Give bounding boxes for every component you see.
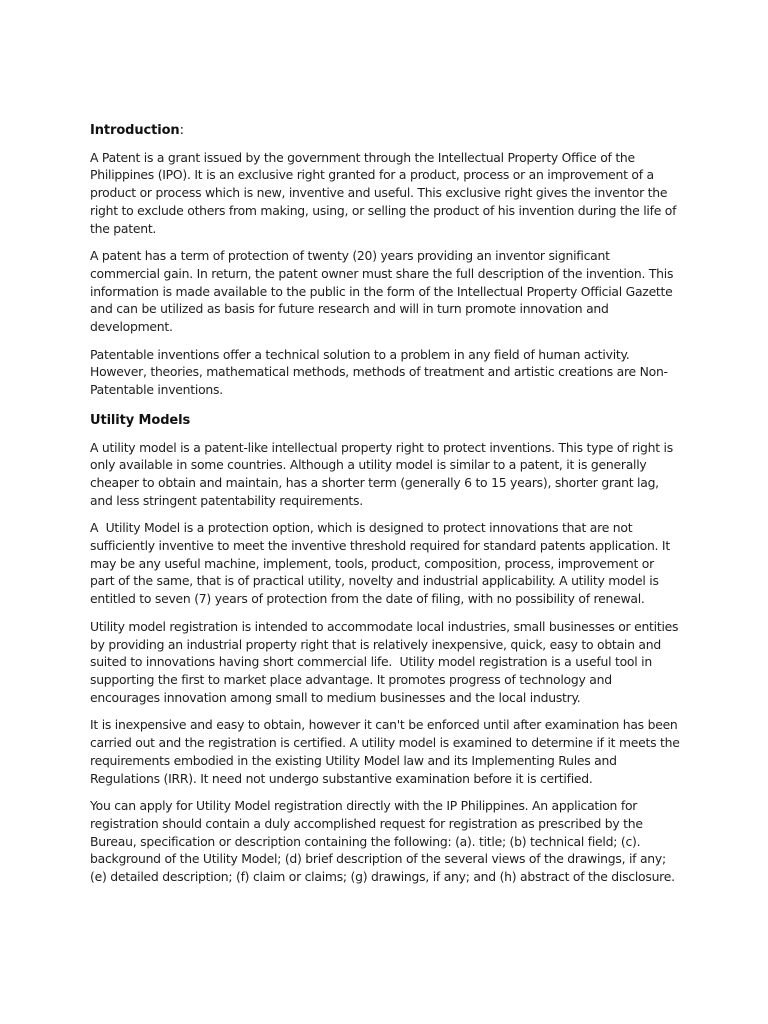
utility-models-heading: Utility Models (90, 412, 191, 428)
intro-paragraph-2: A patent has a term of protection of twenty (20) years providing an inventor significant commercial gain. In return, the patent owner must share the full description of the invention. This information is made available to the public in the form of the Intellectual Property Official Gazette and can be utilized as basis for future research and will in turn promote innovation and development. (90, 248, 674, 335)
utility-paragraph-3: Utility model registration is intended to accommodate local industries, small businesses or entities by providing an industrial property right that is relatively inexpensive, quick, easy to obtain and suited to innovations having short commercial life. Utility model registration is a useful tool in supporting the first to market place advantage. It promotes progress of technology and encourages innovation among small to medium businesses and the local industry. (90, 618, 682, 705)
intro-paragraph-3: Patentable inventions offer a technical solution to a problem in any field of human activity. However, theories, mathematical methods, methods of treatment and artistic creations are Non-Patentable inventions. (90, 346, 668, 398)
introduction-heading-colon: : (179, 123, 184, 138)
utility-paragraph-2: A Utility Model is a protection option, which is designed to protect innovations that are not sufficiently inventive to meet the inventive threshold required for standard patents application. It may be any useful machine, implement, tools, product, composition, process, improvement or part of the same, that is of practical utility, novelty and industrial applicability. A utility model is entitled to seven (7) years of protection from the date of filing, with no possibility of renewal. (90, 520, 674, 607)
utility-paragraph-1: A utility model is a patent-like intellectual property right to protect inventions. This type of right is only available in some countries. Although a utility model is similar to a patent, it is generally cheaper to obtain and maintain, has a shorter term (generally 6 to 15 years), shorter grant lag, and less stringent patentability requirements. (90, 439, 673, 508)
introduction-heading (90, 122, 680, 140)
document-page (90, 122, 680, 896)
intro-paragraph-1: A Patent is a grant issued by the government through the Intellectual Property Office of the Philippines (IPO). It is an exclusive right granted for a product, process or an improvement of a product or process which is new, inventive and useful. This exclusive right gives the inventor the right to exclude others from making, using, or selling the product of his invention during the life of the patent. (90, 149, 677, 236)
introduction-heading-text: Introduction (90, 123, 180, 138)
utility-paragraph-5: You can apply for Utility Model registration directly with the IP Philippines. An application for registration should contain a duly accomplished request for registration as prescribed by the Bureau, specification or description containing the following: (a). title; (b) technical field; (c). background of the Utility Model; (d) brief description of the several views of the drawings, if any; (e) detailed description; (f) claim or claims; (g) drawings, if any; and (h) abstract of the disclosure. (90, 798, 675, 885)
utility-paragraph-4: It is inexpensive and easy to obtain, however it can't be enforced until after examination has been carried out and the registration is certified. A utility model is examined to determine if it meets the requirements embodied in the existing Utility Model law and its Implementing Rules and Regulations (IRR). It need not undergo substantive examination before it is certified. (90, 717, 680, 786)
